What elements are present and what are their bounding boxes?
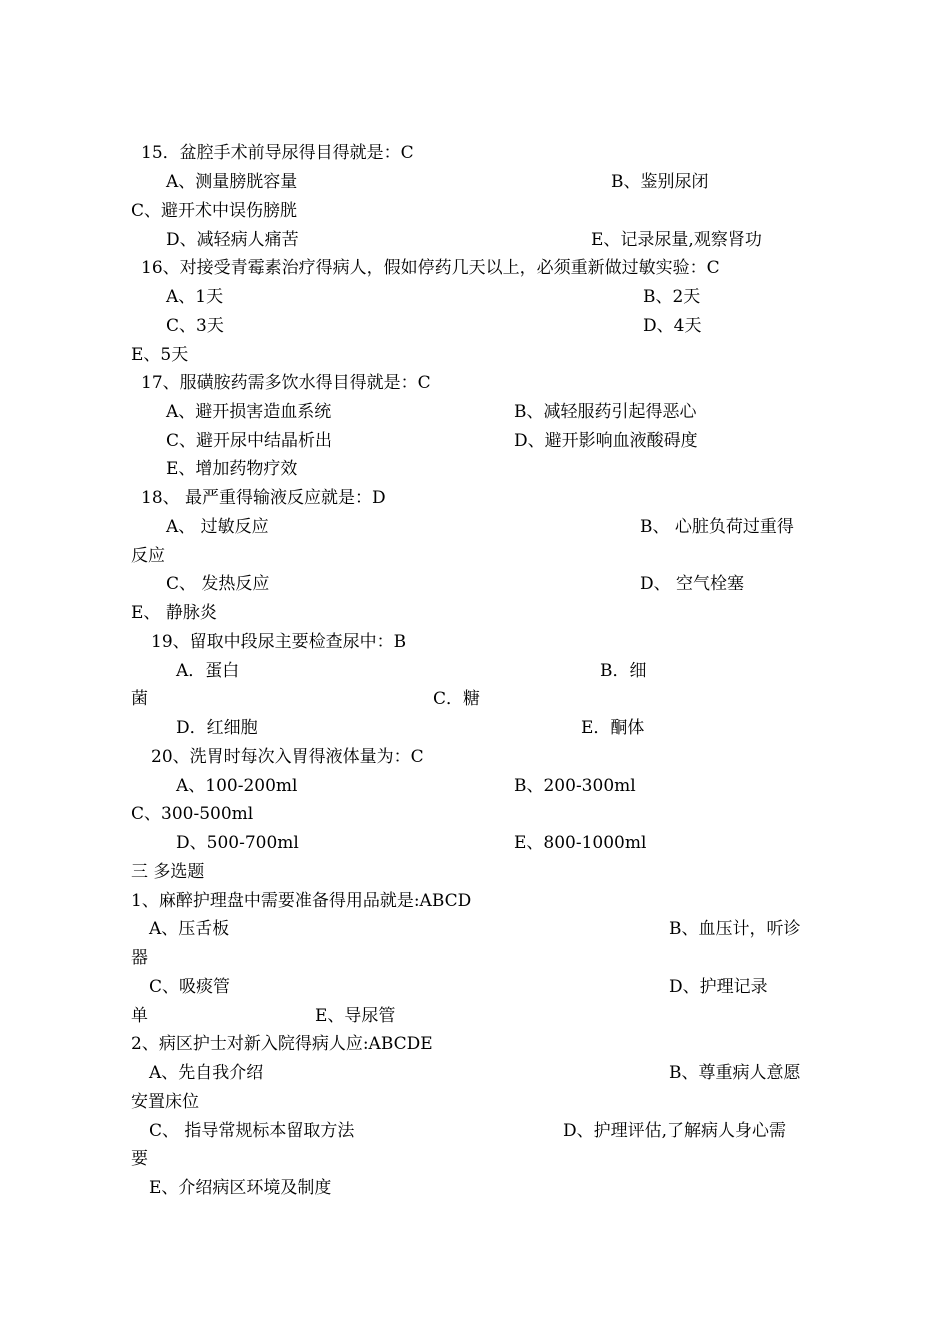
option-text: B．细 — [600, 661, 647, 681]
text-line — [0, 197, 950, 226]
text-line — [0, 1030, 950, 1059]
text-line — [0, 944, 950, 973]
line-text: 2、病区护士对新入院得病人应:ABCDE — [131, 1034, 433, 1054]
option-text: A、压舌板 — [149, 919, 230, 939]
line-text: 1、麻醉护理盘中需要准备得用品就是:ABCD — [131, 891, 472, 911]
option-text: D、避开影响血液酸碍度 — [514, 431, 698, 451]
option-text: 单 — [131, 1006, 148, 1026]
text-line — [0, 599, 950, 628]
line-text: 安置床位 — [131, 1092, 199, 1112]
option-text: B、2天 — [643, 287, 701, 307]
option-text: C、避开尿中结晶析出 — [166, 431, 333, 451]
text-line — [0, 513, 950, 542]
text-line — [0, 1145, 950, 1174]
line-text: E、介绍病区环境及制度 — [149, 1178, 332, 1198]
line-text: 20、洗胃时每次入胃得液体量为：C — [151, 747, 424, 767]
line-text: 19、留取中段尿主要检查尿中：B — [151, 632, 407, 652]
line-text: 15．盆腔手术前导尿得目得就是：C — [141, 143, 414, 163]
option-text: 菌 — [131, 689, 148, 709]
text-line — [0, 1117, 950, 1146]
text-line — [0, 341, 950, 370]
text-line — [0, 570, 950, 599]
text-line — [0, 283, 950, 312]
option-text: D、护理评估,了解病人身心需 — [563, 1121, 787, 1141]
option-text: A、1天 — [166, 287, 224, 307]
text-line — [0, 455, 950, 484]
option-text: D、减轻病人痛苦 — [166, 230, 299, 250]
text-line — [0, 887, 950, 916]
text-line — [0, 657, 950, 686]
text-line — [0, 915, 950, 944]
option-text: D、 空气栓塞 — [640, 574, 745, 594]
option-text: E、800-1000ml — [514, 833, 647, 853]
line-text: 三 多选题 — [131, 862, 205, 882]
text-line — [0, 1174, 950, 1203]
line-text: E、增加药物疗效 — [166, 459, 298, 479]
option-text: B、 心脏负荷过重得 — [640, 517, 794, 537]
line-text: 反应 — [131, 546, 165, 566]
text-line — [0, 772, 950, 801]
option-text: A、测量膀胱容量 — [166, 172, 298, 192]
text-line — [0, 1002, 950, 1031]
line-text: 16、对接受青霉素治疗得病人，假如停药几天以上，必须重新做过敏实验：C — [141, 258, 720, 278]
option-text: A、避开损害造血系统 — [166, 402, 332, 422]
text-line — [0, 800, 950, 829]
option-text: D、4天 — [643, 316, 702, 336]
text-line — [0, 542, 950, 571]
option-text: D．红细胞 — [176, 718, 258, 738]
text-line — [0, 743, 950, 772]
option-text: C、 指导常规标本留取方法 — [149, 1121, 355, 1141]
text-line — [0, 484, 950, 513]
option-text: C、吸痰管 — [149, 977, 231, 997]
text-line — [0, 1088, 950, 1117]
option-text: A、 过敏反应 — [166, 517, 269, 537]
text-line — [0, 369, 950, 398]
option-text: A、100-200ml — [176, 776, 298, 796]
text-line — [0, 226, 950, 255]
line-text: 18、 最严重得输液反应就是：D — [141, 488, 386, 508]
option-text: C、 发热反应 — [166, 574, 270, 594]
line-text: 要 — [131, 1149, 148, 1169]
line-text: C、300-500ml — [131, 804, 254, 824]
option-text: D、护理记录 — [669, 977, 768, 997]
text-line — [0, 254, 950, 283]
option-text: B、鉴别尿闭 — [611, 172, 709, 192]
option-text: B、减轻服药引起得恶心 — [514, 402, 697, 422]
option-text: E、导尿管 — [315, 1006, 396, 1026]
option-text: C．糖 — [433, 689, 481, 709]
option-text: E、记录尿量,观察肾功 — [591, 230, 762, 250]
text-line — [0, 427, 950, 456]
option-text: A、先自我介绍 — [149, 1063, 264, 1083]
option-text: C、3天 — [166, 316, 224, 336]
text-line — [0, 139, 950, 168]
option-text: E．酮体 — [581, 718, 645, 738]
text-line — [0, 168, 950, 197]
text-line — [0, 1059, 950, 1088]
text-line — [0, 312, 950, 341]
text-line — [0, 628, 950, 657]
line-text: 17、服磺胺药需多饮水得目得就是：C — [141, 373, 431, 393]
text-line — [0, 829, 950, 858]
line-text: E、5天 — [131, 345, 189, 365]
line-text: E、 静脉炎 — [131, 603, 217, 623]
text-line — [0, 973, 950, 1002]
text-line — [0, 685, 950, 714]
option-text: D、500-700ml — [176, 833, 299, 853]
option-text: A．蛋白 — [176, 661, 240, 681]
text-line — [0, 714, 950, 743]
option-text: B、200-300ml — [514, 776, 636, 796]
text-line — [0, 858, 950, 887]
option-text: B、尊重病人意愿 — [669, 1063, 801, 1083]
line-text: 器 — [131, 948, 148, 968]
line-text: C、避开术中误伤膀胱 — [131, 201, 298, 221]
text-line — [0, 398, 950, 427]
option-text: B、血压计，听诊 — [669, 919, 801, 939]
